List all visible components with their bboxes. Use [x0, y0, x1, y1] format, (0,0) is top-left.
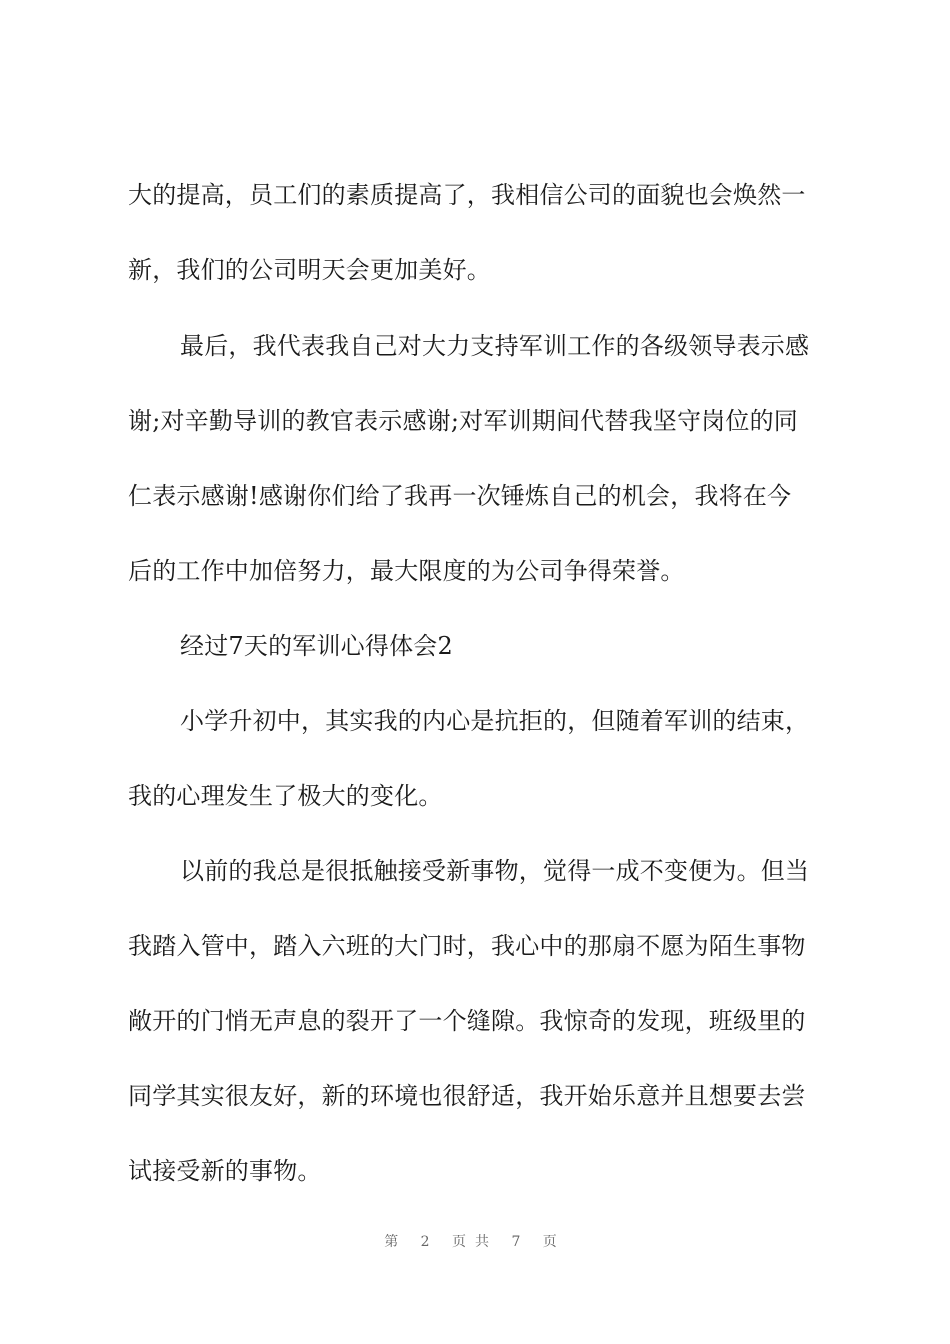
section-heading: 经过7天的军训心得体会2: [180, 632, 453, 660]
paragraph-line: 大的提高，员工们的素质提高了，我相信公司的面貌也会焕然一: [128, 181, 806, 209]
paragraph-line: 我踏入管中，踏入六班的大门时，我心中的那扇不愿为陌生事物: [128, 932, 806, 960]
paragraph-line: 小学升初中，其实我的内心是抗拒的，但随着军训的结束，: [180, 707, 810, 735]
paragraph-line: 仁表示感谢!感谢你们给了我再一次锤炼自己的机会，我将在今: [128, 482, 792, 510]
paragraph-line: 后的工作中加倍努力，最大限度的为公司争得荣誉。: [128, 557, 685, 585]
paragraph-line: 最后，我代表我自己对大力支持军训工作的各级领导表示感: [180, 332, 810, 360]
paragraph-line: 新，我们的公司明天会更加美好。: [128, 256, 491, 284]
paragraph-line: 敞开的门悄无声息的裂开了一个缝隙。我惊奇的发现，班级里的: [128, 1007, 806, 1035]
paragraph-line: 以前的我总是很抵触接受新事物，觉得一成不变便为。但当: [180, 857, 810, 885]
paragraph-line: 我的心理发生了极大的变化。: [128, 782, 443, 810]
paragraph-line: 试接受新的事物。: [128, 1157, 322, 1185]
paragraph-line: 谢;对辛勤导训的教官表示感谢;对军训期间代替我坚守岗位的同: [128, 407, 798, 435]
paragraph-line: 同学其实很友好，新的环境也很舒适，我开始乐意并且想要去尝: [128, 1082, 806, 1110]
page-number-footer: 第 2 页共 7 页: [384, 1234, 566, 1250]
